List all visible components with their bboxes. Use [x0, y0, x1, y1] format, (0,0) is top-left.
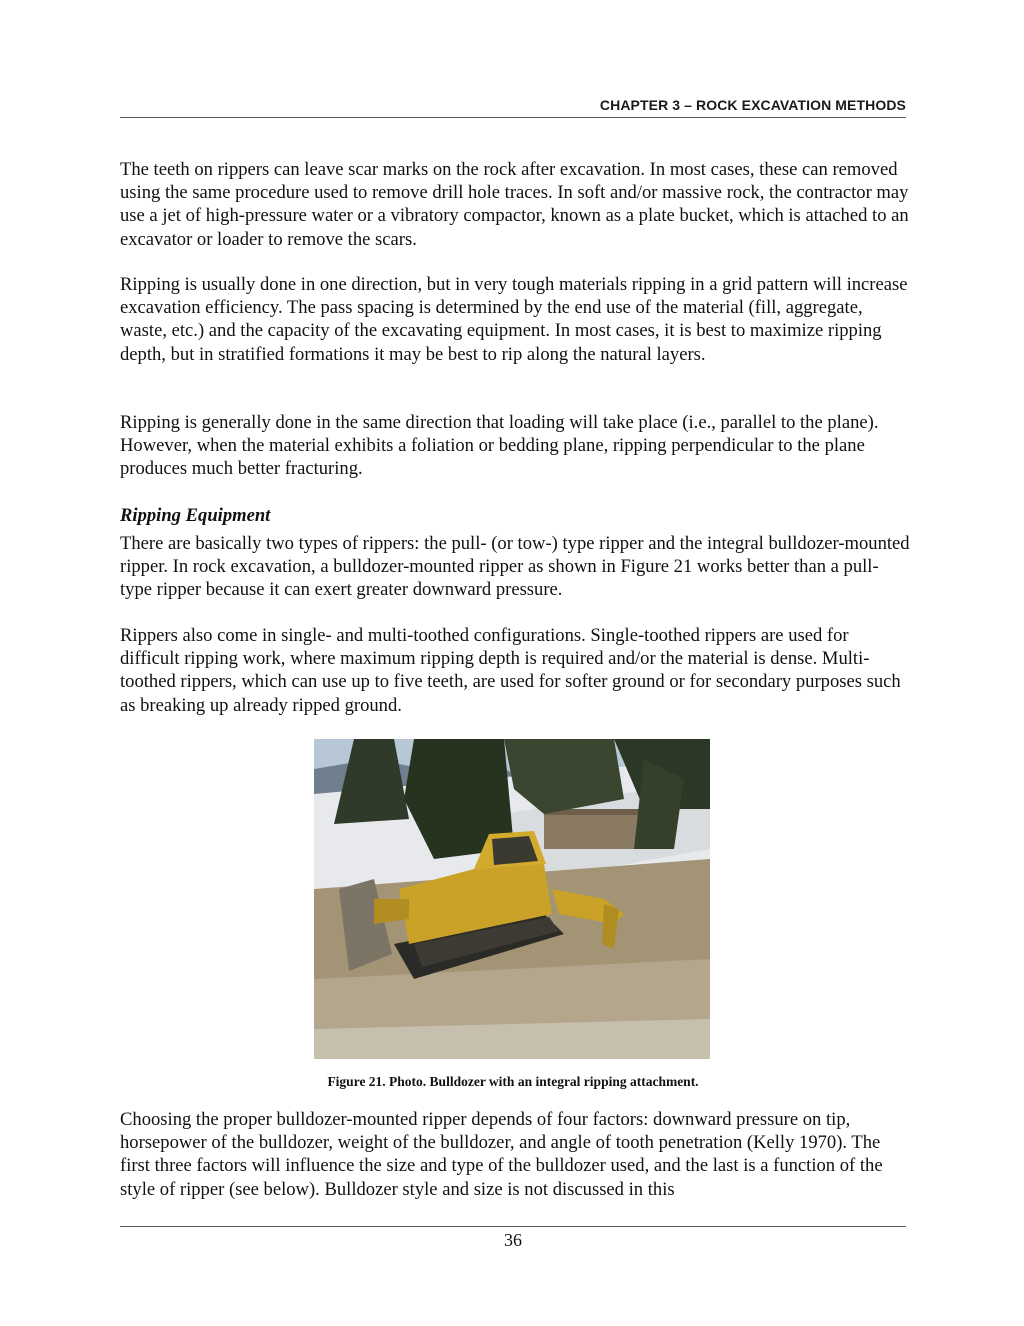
running-header: CHAPTER 3 – ROCK EXCAVATION METHODS [599, 97, 906, 113]
footer-rule [120, 1226, 906, 1227]
paragraph-choosing-ripper: Choosing the proper bulldozer-mounted ripper depends of four factors: downward pressure on tip, horsepower of the bulldozer, weight of the bulldozer, and angle of tooth penetration (Kelly 1970). The first three factors will influence the size and type of the bulldozer used, and the last is a function of the style of ripper (see below). Bulldozer style and size is not discussed in this [120, 1109, 883, 1200]
page-number: 36 [504, 1230, 522, 1250]
paragraph-ripper-configurations: Rippers also come in single- and multi-toothed configurations. Single-toothed rippers are used for difficult ripping work, where maximum ripping depth is required and/or the material is dense. Multi-toothed rippers, which can use up to five teeth, are used for softer ground or for secondary purposes such as breaking up already ripped ground. [120, 625, 901, 716]
paragraph-ripping-direction: Ripping is usually done in one direction, but in very tough materials ripping in a grid pattern will increase excavation efficiency. The pass spacing is determined by the end use of the material (fill, aggregate, waste, etc.) and the capacity of the excavating equipment. In most cases, it is best to maximize ripping depth, but in stratified formations it may be best to rip along the natural layers. [120, 274, 908, 365]
paragraph-ripping-plane: Ripping is generally done in the same direction that loading will take place (i.e., parallel to the plane). However, when the material exhibits a foliation or bedding plane, ripping perpendicular to the plane produces much better fracturing. [120, 412, 879, 480]
paragraph-ripper-types: There are basically two types of rippers: the pull- (or tow-) type ripper and the integral bulldozer-mounted ripper. In rock excavation, a bulldozer-mounted ripper as shown in Figure 21 works better than a pull-type ripper because it can exert greater downward pressure. [120, 533, 910, 601]
paragraph-ripper-scars: The teeth on rippers can leave scar marks on the rock after excavation. In most cases, these can removed using the same procedure used to remove drill hole traces. In soft and/or massive rock, the contractor may use a jet of high-pressure water or a vibratory compactor, known as a plate bucket, which is attached to an excavator or loader to remove the scars. [120, 159, 909, 250]
bulldozer-photo [314, 739, 710, 1059]
section-heading: Ripping Equipment [120, 505, 271, 526]
header-rule [120, 117, 906, 118]
figure-caption: Figure 21. Photo. Bulldozer with an integral ripping attachment. [327, 1074, 699, 1089]
